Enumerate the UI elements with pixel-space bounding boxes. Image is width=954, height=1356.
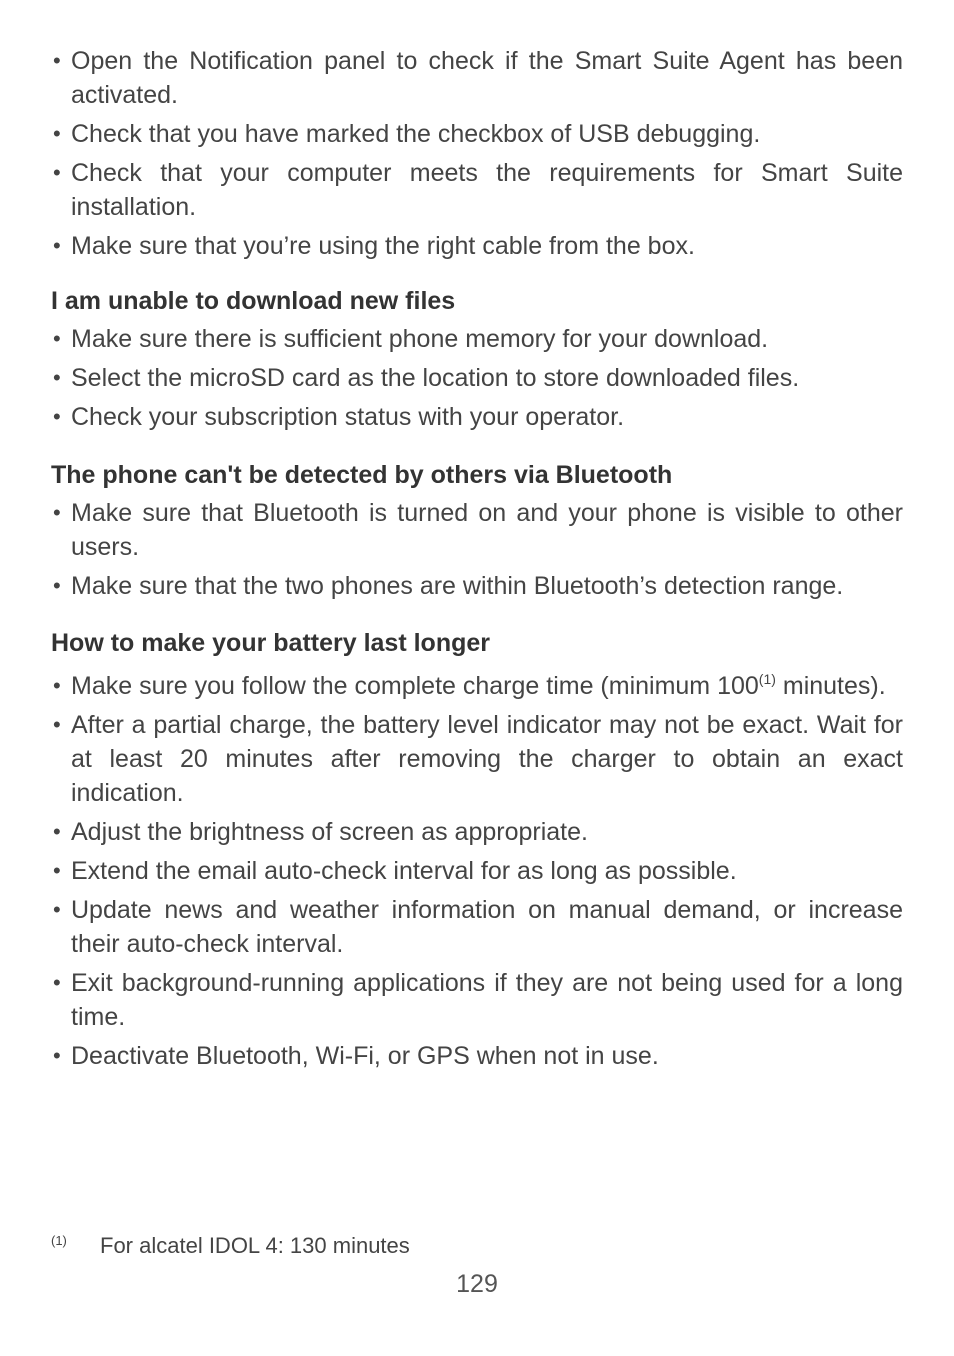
list-item: • Make sure there is sufficient phone memory for your download. [51, 322, 903, 356]
footnote-mark: (1) [51, 1233, 67, 1248]
page-number: 129 [456, 1270, 498, 1298]
bullet-list-battery [51, 669, 903, 1073]
list-item: • Check that your computer meets the requirements for Smart Suite installation. [51, 156, 903, 224]
section-heading-battery: How to make your battery last longer [51, 629, 490, 657]
footnote-reference: (1) [758, 671, 776, 687]
bullet-list-smart-suite [51, 44, 903, 263]
list-item: • Extend the email auto-check interval for as long as possible. [51, 854, 903, 888]
bullet-list-bluetooth [51, 496, 903, 603]
section-heading-bluetooth: The phone can't be detected by others via Bluetooth [51, 461, 673, 489]
list-item: • Make sure that the two phones are within Bluetooth’s detection range. [51, 569, 903, 603]
list-item: • After a partial charge, the battery level indicator may not be exact. Wait for at least 20 minutes after removing the charger to obtain an exact indication. [51, 708, 903, 810]
footnote [51, 1233, 410, 1259]
list-item: • Open the Notification panel to check if the Smart Suite Agent has been activated. [51, 44, 903, 112]
list-item: • Deactivate Bluetooth, Wi-Fi, or GPS when not in use. [51, 1039, 903, 1073]
list-item: • Check that you have marked the checkbox of USB debugging. [51, 117, 903, 151]
list-item [51, 669, 903, 703]
bullet-list-download [51, 322, 903, 434]
list-item: • Check your subscription status with your operator. [51, 400, 903, 434]
list-item: • Select the microSD card as the location to store downloaded files. [51, 361, 903, 395]
list-item: • Exit background-running applications if they are not being used for a long time. [51, 966, 903, 1034]
list-item-text: minutes). [775, 672, 886, 700]
footnote-text: For alcatel IDOL 4: 130 minutes [100, 1233, 410, 1258]
list-item: • Make sure that Bluetooth is turned on and your phone is visible to other users. [51, 496, 903, 564]
list-item-text: Make sure you follow the complete charge time (minimum 100 [71, 672, 759, 700]
list-item: • Update news and weather information on manual demand, or increase their auto-check interval. [51, 893, 903, 961]
list-item: • Make sure that you’re using the right cable from the box. [51, 229, 903, 263]
section-heading-download: I am unable to download new files [51, 287, 456, 315]
list-item: • Adjust the brightness of screen as appropriate. [51, 815, 903, 849]
